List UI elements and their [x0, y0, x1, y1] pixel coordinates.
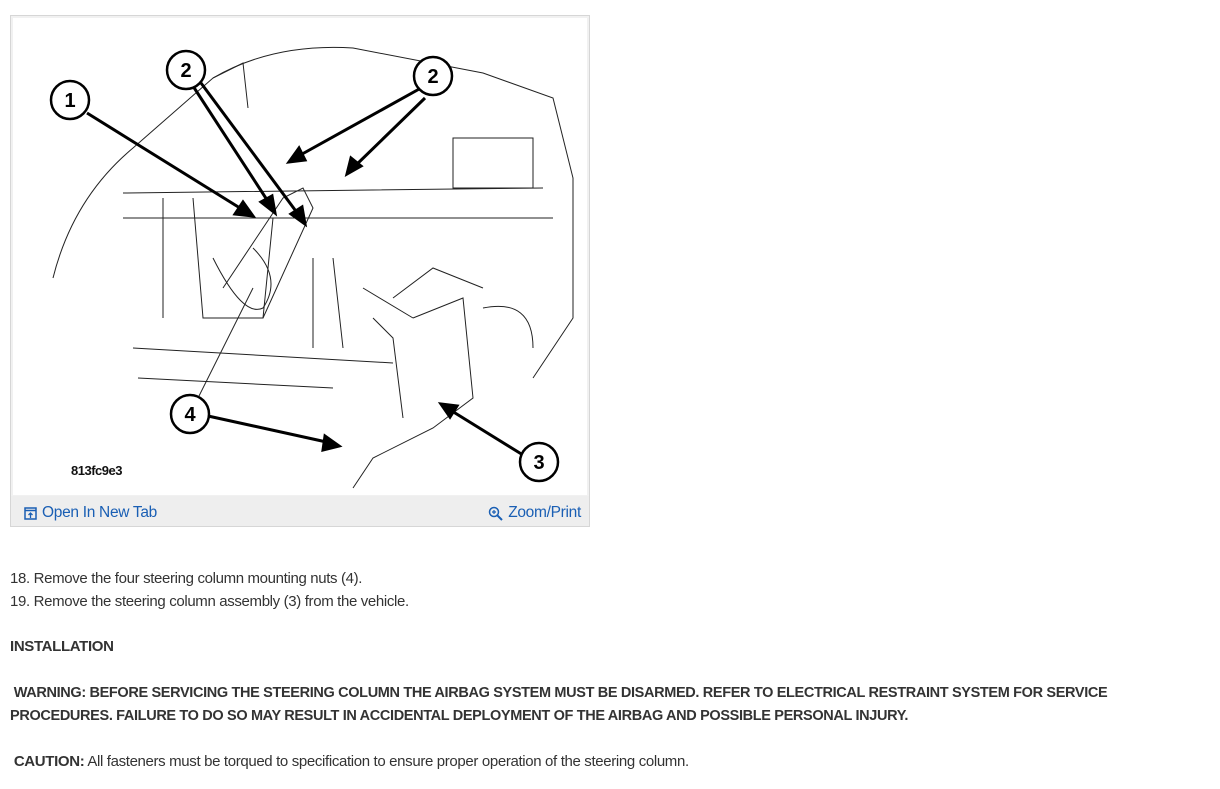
step-19: 19. Remove the steering column assembly (3) from the vehicle.	[10, 593, 409, 610]
zoom-print-label: Zoom/Print	[508, 504, 581, 521]
step-18: 18. Remove the four steering column mounting nuts (4).	[10, 570, 363, 587]
open-in-new-tab-link[interactable]	[24, 504, 157, 522]
caution-note	[10, 753, 689, 770]
zoom-magnifier-icon	[488, 506, 503, 521]
callout-4-label: 4	[184, 404, 196, 426]
figure-container	[10, 15, 590, 527]
installation-heading: INSTALLATION	[10, 638, 114, 655]
callout-1-label: 1	[64, 90, 76, 112]
callout-2a-label: 2	[180, 60, 192, 82]
zoom-print-link[interactable]	[488, 504, 581, 522]
caution-text: All fasteners must be torqued to specification to ensure proper operation of the steering column.	[84, 753, 689, 770]
warning-text: WARNING: BEFORE SERVICING THE STEERING COLUMN THE AIRBAG SYSTEM MUST BE DISARMED. REFER TO ELECTRICAL RESTRAINT SYSTEM FOR SERVICE PROCEDURES. FAILURE TO DO SO MAY RESULT IN ACCIDENTAL DEPLOYMENT OF THE AIRBAG AND POSSIBLE PERSONAL INJURY.	[10, 685, 1112, 724]
figure-id: 813fc9e3	[71, 463, 122, 478]
callout-3-label: 3	[533, 452, 545, 474]
diagram-illustration	[13, 18, 587, 495]
open-in-new-tab-label: Open In New Tab	[42, 504, 157, 521]
figure-toolbar	[11, 496, 589, 526]
steering-column-diagram	[13, 18, 587, 495]
caution-label: CAUTION:	[13, 753, 85, 770]
callout-2b-label: 2	[427, 66, 439, 88]
open-new-tab-icon	[24, 507, 37, 520]
